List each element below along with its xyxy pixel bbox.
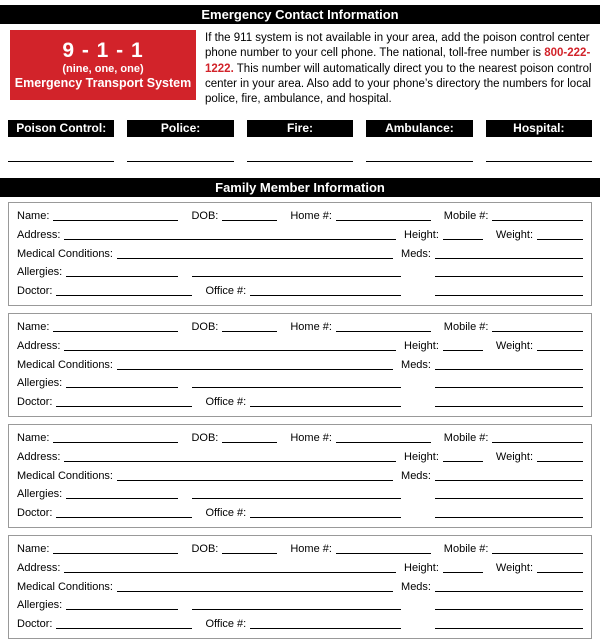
home-phone-label: Home #: <box>290 432 332 445</box>
member-row-doctor <box>17 282 583 301</box>
poison-control-fill-line <box>8 161 114 162</box>
home-phone-fill-line <box>336 553 431 554</box>
medical-conditions-label: Medical Conditions: <box>17 247 113 260</box>
emergency-contact-header: Emergency Contact Information <box>0 5 600 24</box>
police-fill-line <box>127 161 233 162</box>
home-phone-label: Home #: <box>290 321 332 334</box>
member-row-name <box>17 429 583 448</box>
member-row-medical <box>17 245 583 264</box>
office-phone-label: Office #: <box>205 395 247 408</box>
mobile-phone-label: Mobile #: <box>443 432 489 445</box>
weight-fill-line <box>537 350 583 351</box>
mobile-phone-label: Mobile #: <box>443 543 489 556</box>
member-row-allergies <box>17 374 583 393</box>
home-phone-fill-line <box>336 442 431 443</box>
office-phone-fill-line <box>250 406 401 407</box>
doctor-group <box>17 282 401 301</box>
mobile-phone-fill-line <box>492 331 583 332</box>
dob-label: DOB: <box>191 543 219 556</box>
member-row-address <box>17 448 583 467</box>
address-label: Address: <box>17 561 61 574</box>
family-member-block <box>8 313 592 417</box>
office-phone-fill-line <box>250 295 401 296</box>
family-member-blocks <box>0 202 600 639</box>
height-fill-line <box>443 461 483 462</box>
weight-label: Weight: <box>495 229 533 242</box>
allergies-fill-line <box>66 498 178 499</box>
allergies-label: Allergies: <box>17 266 63 279</box>
meds-fill-line-3 <box>435 517 583 518</box>
meds-label: Meds: <box>401 580 431 593</box>
allergies-fill-line <box>66 609 178 610</box>
intro-section <box>0 30 600 107</box>
doctor-group <box>17 504 401 523</box>
contact-cell-hospital <box>486 120 592 162</box>
member-row-name <box>17 540 583 559</box>
office-phone-fill-line <box>250 628 401 629</box>
member-row-doctor <box>17 615 583 634</box>
name-label: Name: <box>17 543 50 556</box>
meds-fill-line-2 <box>435 609 583 610</box>
meds-fill-line-3 <box>435 406 583 407</box>
allergies-fill-line-2 <box>192 498 401 499</box>
doctor-label: Doctor: <box>17 284 53 297</box>
member-row-medical <box>17 578 583 597</box>
office-phone-label: Office #: <box>205 617 247 630</box>
member-row-address <box>17 559 583 578</box>
allergies-fill-line-2 <box>192 387 401 388</box>
member-row-medical <box>17 356 583 375</box>
address-fill-line <box>64 239 396 240</box>
member-row-address <box>17 226 583 245</box>
allergies-label: Allergies: <box>17 377 63 390</box>
name-label: Name: <box>17 321 50 334</box>
address-fill-line <box>64 350 396 351</box>
meds-label: Meds: <box>401 247 431 260</box>
member-row-medical <box>17 467 583 486</box>
dob-label: DOB: <box>191 321 219 334</box>
doctor-label: Doctor: <box>17 395 53 408</box>
emergency-contacts-row <box>0 120 600 162</box>
name-fill-line <box>53 553 178 554</box>
dob-fill-line <box>222 220 277 221</box>
allergies-group <box>17 596 401 615</box>
hospital-label: Hospital: <box>486 120 592 137</box>
meds-fill-line <box>435 591 583 592</box>
member-row-address <box>17 337 583 356</box>
address-label: Address: <box>17 229 61 242</box>
address-label: Address: <box>17 451 61 464</box>
member-row-allergies <box>17 485 583 504</box>
weight-fill-line <box>537 461 583 462</box>
police-label: Police: <box>127 120 233 137</box>
home-phone-label: Home #: <box>290 210 332 223</box>
fire-fill-line <box>247 161 353 162</box>
office-phone-label: Office #: <box>205 284 247 297</box>
name-fill-line <box>53 331 178 332</box>
badge-911-words: (nine, one, one) <box>62 63 144 75</box>
badge-911 <box>10 30 196 100</box>
contact-cell-ambulance <box>366 120 472 162</box>
doctor-label: Doctor: <box>17 506 53 519</box>
weight-fill-line <box>537 239 583 240</box>
medical-conditions-label: Medical Conditions: <box>17 469 113 482</box>
contact-cell-poison-control <box>8 120 114 162</box>
allergies-fill-line <box>66 387 178 388</box>
medical-conditions-fill-line <box>117 480 393 481</box>
doctor-fill-line <box>56 517 192 518</box>
height-label: Height: <box>404 451 439 464</box>
mobile-phone-label: Mobile #: <box>443 321 489 334</box>
allergies-group <box>17 263 401 282</box>
medical-conditions-label: Medical Conditions: <box>17 358 113 371</box>
medical-conditions-fill-line <box>117 369 393 370</box>
address-fill-line <box>64 461 396 462</box>
allergies-fill-line-2 <box>192 609 401 610</box>
address-fill-line <box>64 572 396 573</box>
doctor-fill-line <box>56 406 192 407</box>
name-fill-line <box>53 220 178 221</box>
height-fill-line <box>443 350 483 351</box>
name-label: Name: <box>17 432 50 445</box>
doctor-group <box>17 615 401 634</box>
fire-label: Fire: <box>247 120 353 137</box>
meds-fill-line <box>435 369 583 370</box>
meds-label: Meds: <box>401 469 431 482</box>
height-fill-line <box>443 572 483 573</box>
badge-911-system: Emergency Transport System <box>14 76 192 90</box>
height-fill-line <box>443 239 483 240</box>
family-member-block <box>8 202 592 306</box>
weight-fill-line <box>537 572 583 573</box>
family-member-block <box>8 424 592 528</box>
medical-conditions-label: Medical Conditions: <box>17 580 113 593</box>
member-row-name <box>17 207 583 226</box>
poison-text-before: If the 911 system is not available in your area, add the poison control center phone number to your cell phone. The national, toll-free number is <box>205 32 590 60</box>
medical-conditions-fill-line <box>117 591 393 592</box>
height-label: Height: <box>404 340 439 353</box>
home-phone-label: Home #: <box>290 543 332 556</box>
doctor-label: Doctor: <box>17 617 53 630</box>
ambulance-fill-line <box>366 161 472 162</box>
poison-control-paragraph <box>205 30 596 107</box>
dob-fill-line <box>222 331 277 332</box>
weight-label: Weight: <box>495 451 533 464</box>
doctor-fill-line <box>56 628 192 629</box>
meds-fill-line-2 <box>435 387 583 388</box>
dob-label: DOB: <box>191 432 219 445</box>
name-fill-line <box>53 442 178 443</box>
address-label: Address: <box>17 340 61 353</box>
member-row-name <box>17 318 583 337</box>
family-member-block <box>8 535 592 639</box>
mobile-phone-fill-line <box>492 553 583 554</box>
dob-label: DOB: <box>191 210 219 223</box>
weight-label: Weight: <box>495 561 533 574</box>
poison-text-after: This number will automatically direct you to the nearest poison control center in your area. Also add to your phone’s directory the numbers for local police, fire, ambulance, and hospital. <box>205 62 592 106</box>
allergies-group <box>17 485 401 504</box>
member-row-doctor <box>17 504 583 523</box>
height-label: Height: <box>404 229 439 242</box>
member-row-allergies <box>17 596 583 615</box>
meds-fill-line-3 <box>435 295 583 296</box>
meds-label: Meds: <box>401 358 431 371</box>
weight-label: Weight: <box>495 340 533 353</box>
home-phone-fill-line <box>336 220 431 221</box>
contact-cell-police <box>127 120 233 162</box>
mobile-phone-label: Mobile #: <box>443 210 489 223</box>
member-row-doctor <box>17 393 583 412</box>
allergies-fill-line <box>66 276 178 277</box>
medical-conditions-fill-line <box>117 258 393 259</box>
allergies-label: Allergies: <box>17 488 63 501</box>
home-phone-fill-line <box>336 331 431 332</box>
ambulance-label: Ambulance: <box>366 120 472 137</box>
allergies-group <box>17 374 401 393</box>
mobile-phone-fill-line <box>492 220 583 221</box>
contact-cell-fire <box>247 120 353 162</box>
hospital-fill-line <box>486 161 592 162</box>
office-phone-fill-line <box>250 517 401 518</box>
meds-fill-line-3 <box>435 628 583 629</box>
member-row-allergies <box>17 263 583 282</box>
dob-fill-line <box>222 553 277 554</box>
family-member-header: Family Member Information <box>0 178 600 197</box>
allergies-label: Allergies: <box>17 599 63 612</box>
meds-fill-line-2 <box>435 276 583 277</box>
allergies-fill-line-2 <box>192 276 401 277</box>
height-label: Height: <box>404 561 439 574</box>
name-label: Name: <box>17 210 50 223</box>
mobile-phone-fill-line <box>492 442 583 443</box>
poison-control-label: Poison Control: <box>8 120 114 137</box>
meds-fill-line <box>435 480 583 481</box>
doctor-group <box>17 393 401 412</box>
meds-fill-line <box>435 258 583 259</box>
meds-fill-line-2 <box>435 498 583 499</box>
dob-fill-line <box>222 442 277 443</box>
doctor-fill-line <box>56 295 192 296</box>
badge-911-number: 9 - 1 - 1 <box>62 39 144 62</box>
poison-control-phone-number: 800-222-1222. <box>205 47 591 75</box>
office-phone-label: Office #: <box>205 506 247 519</box>
